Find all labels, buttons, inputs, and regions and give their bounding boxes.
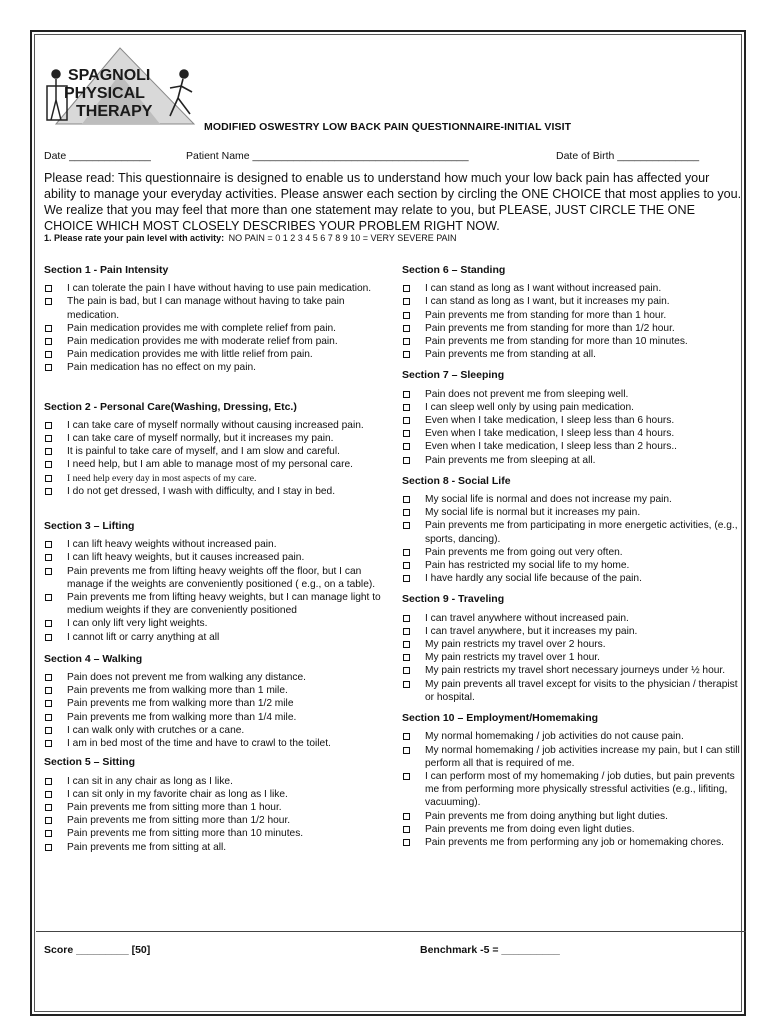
section-title: Section 1 - Pain Intensity	[44, 264, 169, 276]
date-field[interactable]: Date ______________	[44, 150, 151, 162]
answer-option-text: I can stand as long as I want without increased pain.	[425, 283, 662, 295]
answer-option-text: Pain medication provides me with complete relief from pain.	[67, 322, 336, 334]
answer-option-text: Pain prevents me from walking more than 1/4 mile.	[67, 711, 297, 723]
answer-option-text: I am in bed most of the time and have to crawl to the toilet.	[67, 738, 331, 750]
answer-option[interactable]	[44, 282, 384, 295]
logo-line-2: PHYSICAL	[64, 85, 145, 102]
answer-option[interactable]	[44, 775, 384, 788]
answer-option-text: Pain prevents me from sitting at all.	[67, 841, 227, 853]
checkbox-icon[interactable]	[403, 430, 410, 437]
checkbox-icon[interactable]	[45, 488, 52, 495]
answer-option[interactable]	[402, 810, 742, 823]
logo-line-3: THERAPY	[76, 103, 153, 120]
questionnaire-section	[44, 756, 384, 853]
answer-option[interactable]	[44, 445, 384, 458]
answer-options	[402, 282, 742, 361]
answer-option[interactable]	[402, 651, 742, 664]
checkbox-icon[interactable]	[403, 773, 410, 780]
answer-option-text: Pain prevents me from doing anything but light duties.	[425, 810, 668, 822]
questionnaire-section	[44, 653, 384, 750]
questionnaire-section	[44, 264, 384, 375]
answer-options	[44, 538, 384, 644]
checkbox-icon[interactable]	[45, 422, 52, 429]
checkbox-icon[interactable]	[45, 740, 52, 747]
answer-option-text: I need help, but I am able to manage most of my personal care.	[67, 459, 353, 471]
checkbox-icon[interactable]	[403, 681, 410, 688]
answer-option-text: Pain does not prevent me from sleeping well.	[425, 388, 629, 400]
section-title: Section 9 - Traveling	[402, 593, 505, 606]
checkbox-icon[interactable]	[403, 667, 410, 674]
checkbox-icon[interactable]	[45, 778, 52, 785]
instruction-line: We realize that you may feel that more than one statement may relate to you, but PLEASE, JUST CIRCLE THE ONE	[44, 203, 695, 217]
checkbox-icon[interactable]	[45, 554, 52, 561]
answer-option[interactable]	[44, 788, 384, 801]
checkbox-icon[interactable]	[45, 435, 52, 442]
pain-rating-scale[interactable]	[44, 233, 457, 243]
section-title: Section 7 – Sleeping	[402, 369, 505, 382]
answer-options	[44, 282, 384, 374]
checkbox-icon[interactable]	[45, 804, 52, 811]
checkbox-icon[interactable]	[45, 634, 52, 641]
answer-option[interactable]	[44, 724, 384, 737]
checkbox-icon[interactable]	[403, 615, 410, 622]
answer-option[interactable]	[402, 454, 742, 467]
checkbox-icon[interactable]	[45, 325, 52, 332]
answer-option-text: Pain prevents me from standing at all.	[425, 349, 597, 361]
answer-option[interactable]	[44, 458, 384, 471]
answer-option[interactable]	[402, 506, 742, 519]
answer-option-text: The pain is bad, but I can manage without having to take pain medication.	[67, 296, 345, 321]
answer-option-text: Pain prevents me from sitting more than 10 minutes.	[67, 828, 304, 840]
form-title: MODIFIED OSWESTRY LOW BACK PAIN QUESTIONNAIRE-INITIAL VISIT	[204, 121, 572, 133]
answer-options	[402, 730, 742, 849]
answer-option-text: Pain prevents me from sleeping at all.	[425, 454, 596, 466]
date-of-birth-field[interactable]: Date of Birth ______________	[556, 150, 700, 162]
answer-option-text: I can lift heavy weights, but it causes increased pain.	[67, 552, 305, 564]
answer-option[interactable]	[44, 538, 384, 551]
answer-option[interactable]	[402, 625, 742, 638]
answer-option[interactable]	[402, 836, 742, 849]
answer-option-text: Pain has restricted my social life to my home.	[425, 560, 630, 572]
answer-option-text: My pain prevents all travel except for visits to the physician / therapist or hospital.	[425, 678, 738, 703]
answer-option-text: Pain prevents me from standing for more than 1/2 hour.	[425, 322, 675, 334]
score-field[interactable]: Score _________ [50]	[44, 944, 151, 956]
checkbox-icon[interactable]	[45, 594, 52, 601]
checkbox-icon[interactable]	[45, 568, 52, 575]
questionnaire-section	[402, 475, 742, 586]
questionnaire-section	[44, 520, 384, 644]
questionnaire-section	[402, 264, 742, 361]
answer-options	[402, 612, 742, 704]
checkbox-icon[interactable]	[403, 522, 410, 529]
answer-option-text: Pain prevents me from sitting more than 1 hour.	[67, 801, 282, 813]
checkbox-icon[interactable]	[403, 312, 410, 319]
questionnaire-section	[44, 401, 384, 498]
answer-option-text: Pain prevents me from participating in more energetic activities, (e.g., sports, dancing).	[425, 520, 738, 545]
answer-option[interactable]	[44, 361, 384, 374]
answer-option[interactable]	[44, 295, 384, 321]
checkbox-icon[interactable]	[45, 461, 52, 468]
answer-option-text: Even when I take medication, I sleep less than 2 hours..	[425, 441, 678, 453]
answer-option-text: I can tolerate the pain I have without having to use pain medication.	[67, 283, 372, 295]
answer-option-text: My social life is normal but it increases my pain.	[425, 507, 641, 519]
checkbox-icon[interactable]	[403, 628, 410, 635]
checkbox-icon[interactable]	[403, 351, 410, 358]
answer-option[interactable]	[402, 295, 742, 308]
answer-option[interactable]	[44, 335, 384, 348]
answer-option[interactable]	[402, 559, 742, 572]
checkbox-icon[interactable]	[45, 620, 52, 627]
answer-option[interactable]	[402, 309, 742, 322]
answer-options	[44, 671, 384, 750]
answer-option[interactable]	[44, 322, 384, 335]
answer-option[interactable]	[402, 638, 742, 651]
answer-option-text: I cannot lift or carry anything at all	[67, 631, 220, 643]
pain-rating-values: NO PAIN = 0 1 2 3 4 5 6 7 8 9 10 = VERY SEVERE PAIN	[228, 233, 457, 243]
answer-option[interactable]	[44, 684, 384, 697]
answer-option[interactable]	[402, 440, 742, 453]
answer-option[interactable]	[44, 841, 384, 854]
answer-option-text: I can travel anywhere without increased pain.	[425, 612, 629, 624]
section-title: Section 4 – Walking	[44, 652, 143, 665]
checkbox-icon[interactable]	[45, 727, 52, 734]
section-title: Section 6 – Standing	[402, 264, 506, 276]
checkbox-icon[interactable]	[403, 747, 410, 754]
checkbox-icon[interactable]	[45, 714, 52, 721]
answer-option-text: I can sit in any chair as long as I like.	[67, 775, 233, 787]
answer-option[interactable]	[402, 572, 742, 585]
answer-option-text: I can stand as long as I want, but it increases my pain.	[425, 296, 670, 308]
answer-option[interactable]	[402, 730, 742, 743]
answer-option-text: Pain prevents me from sitting more than 1/2 hour.	[67, 815, 291, 827]
divider	[36, 931, 746, 932]
questionnaire-section	[402, 593, 742, 704]
answer-option-text: I can travel anywhere, but it increases my pain.	[425, 625, 638, 637]
answer-option[interactable]	[44, 814, 384, 827]
section-title: Section 3 – Lifting	[44, 520, 135, 533]
answer-option-text: My pain restricts my travel over 1 hour.	[425, 652, 600, 664]
answer-option-text: I can sleep well only by using pain medication.	[425, 401, 634, 413]
checkbox-icon[interactable]	[45, 448, 52, 455]
answer-option[interactable]	[402, 744, 742, 770]
answer-option[interactable]	[402, 678, 742, 704]
pain-rating-label: 1. Please rate your pain level with activity:	[44, 233, 225, 243]
answer-option[interactable]	[44, 432, 384, 445]
checkbox-icon[interactable]	[45, 475, 52, 482]
answer-option-text: I can walk only with crutches or a cane.	[67, 724, 245, 736]
answer-option[interactable]	[402, 770, 742, 810]
answer-option-text: Pain medication provides me with little relief from pain.	[67, 349, 313, 361]
checkbox-icon[interactable]	[403, 575, 410, 582]
checkbox-icon[interactable]	[403, 325, 410, 332]
checkbox-icon[interactable]	[45, 674, 52, 681]
instruction-line: ability to manage your everyday activities. Please answer each section by circling the ONE CHOICE that most applies to you.	[44, 187, 742, 201]
section-title: Section 10 – Employment/Homemaking	[402, 712, 599, 725]
section-title: Section 5 – Sitting	[44, 756, 136, 769]
answer-option[interactable]	[44, 591, 384, 617]
answer-option-text: I need help every day in most aspects of my care.	[67, 472, 257, 484]
answer-option-text: Pain prevents me from performing any job or homemaking chores.	[425, 836, 724, 848]
answer-option-text: Pain prevents me from doing even light duties.	[425, 823, 635, 835]
clinic-logo	[42, 44, 202, 126]
answer-option-text: Pain prevents me from lifting heavy weights off the floor, but I can manage if the weights are conveniently positioned ( e.g., on a table).	[67, 565, 376, 590]
checkbox-icon[interactable]	[403, 285, 410, 292]
answer-option[interactable]	[44, 617, 384, 630]
checkbox-icon[interactable]	[45, 338, 52, 345]
instructions	[44, 170, 744, 234]
checkbox-icon[interactable]	[403, 562, 410, 569]
answer-option-text: Pain prevents me from going out very often.	[425, 546, 623, 558]
checkbox-icon[interactable]	[403, 509, 410, 516]
answer-option-text: I have hardly any social life because of the pain.	[425, 573, 642, 585]
answer-option-text: I can take care of myself normally, but it increases my pain.	[67, 433, 334, 445]
answer-option[interactable]	[44, 737, 384, 750]
checkbox-icon[interactable]	[45, 791, 52, 798]
answer-option[interactable]	[402, 519, 742, 545]
answer-option-text: I can perform most of my homemaking / job duties, but pain prevents me from performing more physically stressful activities (e.g., lifiting, vacuuming).	[425, 770, 735, 809]
answer-option[interactable]	[44, 565, 384, 591]
answer-option[interactable]	[44, 472, 384, 485]
checkbox-icon[interactable]	[403, 641, 410, 648]
answer-options	[44, 419, 384, 498]
answer-option[interactable]	[44, 631, 384, 644]
answer-option[interactable]	[402, 546, 742, 559]
answer-option[interactable]	[44, 419, 384, 432]
checkbox-icon[interactable]	[403, 654, 410, 661]
answer-option-text: Pain prevents me from standing for more than 1 hour.	[425, 309, 667, 321]
answer-option-text: Pain prevents me from walking more than 1/2 mile	[67, 698, 294, 710]
checkbox-icon[interactable]	[45, 830, 52, 837]
answer-option[interactable]	[402, 823, 742, 836]
answer-option[interactable]	[44, 697, 384, 710]
checkbox-icon[interactable]	[45, 285, 52, 292]
instruction-line: CHOICE WHICH MOST CLOSELY DESCRIBES YOUR PROBLEM RIGHT NOW.	[44, 219, 500, 233]
answer-option-text: Pain prevents me from standing for more than 10 minutes.	[425, 336, 688, 348]
answer-option[interactable]	[44, 827, 384, 840]
instruction-line: Please read: This questionnaire is designed to enable us to understand how much your low back pain has affected your	[44, 171, 710, 185]
answer-option[interactable]	[402, 427, 742, 440]
answer-option[interactable]	[44, 801, 384, 814]
answer-option-text: Pain does not prevent me from walking any distance.	[67, 672, 306, 684]
answer-option-text: My social life is normal and does not increase my pain.	[425, 494, 672, 506]
checkbox-icon[interactable]	[45, 817, 52, 824]
right-column	[402, 264, 742, 849]
checkbox-icon[interactable]	[45, 364, 52, 371]
runner-figure-icon	[170, 70, 192, 116]
checkbox-icon[interactable]	[403, 417, 410, 424]
checkbox-icon[interactable]	[403, 457, 410, 464]
answer-option[interactable]	[44, 711, 384, 724]
left-column	[44, 264, 384, 854]
answer-option[interactable]	[44, 551, 384, 564]
answer-option-text: Pain medication provides me with moderate relief from pain.	[67, 336, 338, 348]
checkbox-icon[interactable]	[403, 298, 410, 305]
answer-option[interactable]	[44, 485, 384, 498]
answer-option[interactable]	[402, 322, 742, 335]
checkbox-icon[interactable]	[403, 443, 410, 450]
checkbox-icon[interactable]	[45, 700, 52, 707]
answer-option-text: My pain restricts my travel over 2 hours.	[425, 639, 606, 651]
section-title: Section 2 - Personal Care(Washing, Dressing, Etc.)	[44, 400, 297, 413]
patient-name-field[interactable]: Patient Name _____________________________________	[186, 150, 469, 162]
checkbox-icon[interactable]	[45, 687, 52, 694]
answer-option-text: Pain prevents me from walking more than 1 mile.	[67, 685, 288, 697]
answer-option[interactable]	[44, 348, 384, 361]
answer-option-text: My normal homemaking / job activities do not cause pain.	[425, 731, 684, 743]
checkbox-icon[interactable]	[403, 733, 410, 740]
checkbox-icon[interactable]	[45, 298, 52, 305]
checkbox-icon[interactable]	[403, 404, 410, 411]
checkbox-icon[interactable]	[45, 541, 52, 548]
answer-option-text: My normal homemaking / job activities increase my pain, but I can still perform all that is required of me.	[425, 744, 740, 769]
section-title: Section 8 - Social Life	[402, 474, 511, 487]
answer-option-text: It is painful to take care of myself, and I am slow and careful.	[67, 446, 340, 458]
answer-options	[402, 493, 742, 585]
checkbox-icon[interactable]	[403, 391, 410, 398]
questionnaire-section	[402, 369, 742, 466]
answer-option-text: My pain restricts my travel short necessary journeys under ½ hour.	[425, 665, 726, 677]
checkbox-icon[interactable]	[45, 351, 52, 358]
answer-option[interactable]	[402, 414, 742, 427]
benchmark-field[interactable]: Benchmark -5 = __________	[420, 944, 560, 956]
answer-options	[44, 775, 384, 854]
answer-option-text: Pain medication has no effect on my pain.	[67, 362, 256, 374]
checkbox-icon[interactable]	[403, 813, 410, 820]
checkbox-icon[interactable]	[403, 338, 410, 345]
answer-option[interactable]	[402, 664, 742, 677]
questionnaire-section	[402, 712, 742, 849]
answer-option[interactable]	[402, 388, 742, 401]
answer-option[interactable]	[402, 401, 742, 414]
logo-line-1: SPAGNOLI	[68, 67, 151, 84]
checkbox-icon[interactable]	[403, 496, 410, 503]
answer-option-text: I do not get dressed, I wash with difficulty, and I stay in bed.	[67, 485, 336, 497]
answer-option[interactable]	[402, 493, 742, 506]
answer-option-text: I can only lift very light weights.	[67, 618, 208, 630]
answer-option[interactable]	[402, 335, 742, 348]
answer-option-text: Even when I take medication, I sleep less than 6 hours.	[425, 415, 675, 427]
answer-option-text: Pain prevents me from lifting heavy weights, but I can manage light to medium weights if they are conveniently positioned	[67, 592, 381, 617]
answer-option[interactable]	[402, 348, 742, 361]
answer-option[interactable]	[402, 282, 742, 295]
answer-option[interactable]	[44, 671, 384, 684]
answer-option-text: I can lift heavy weights without increased pain.	[67, 539, 277, 551]
answer-option-text: I can take care of myself normally without causing increased pain.	[67, 419, 364, 431]
answer-option[interactable]	[402, 612, 742, 625]
checkbox-icon[interactable]	[403, 826, 410, 833]
answer-options	[402, 388, 742, 467]
checkbox-icon[interactable]	[45, 844, 52, 851]
checkbox-icon[interactable]	[403, 839, 410, 846]
answer-option-text: I can sit only in my favorite chair as long as I like.	[67, 788, 288, 800]
answer-option-text: Even when I take medication, I sleep less than 4 hours.	[425, 428, 675, 440]
checkbox-icon[interactable]	[403, 549, 410, 556]
